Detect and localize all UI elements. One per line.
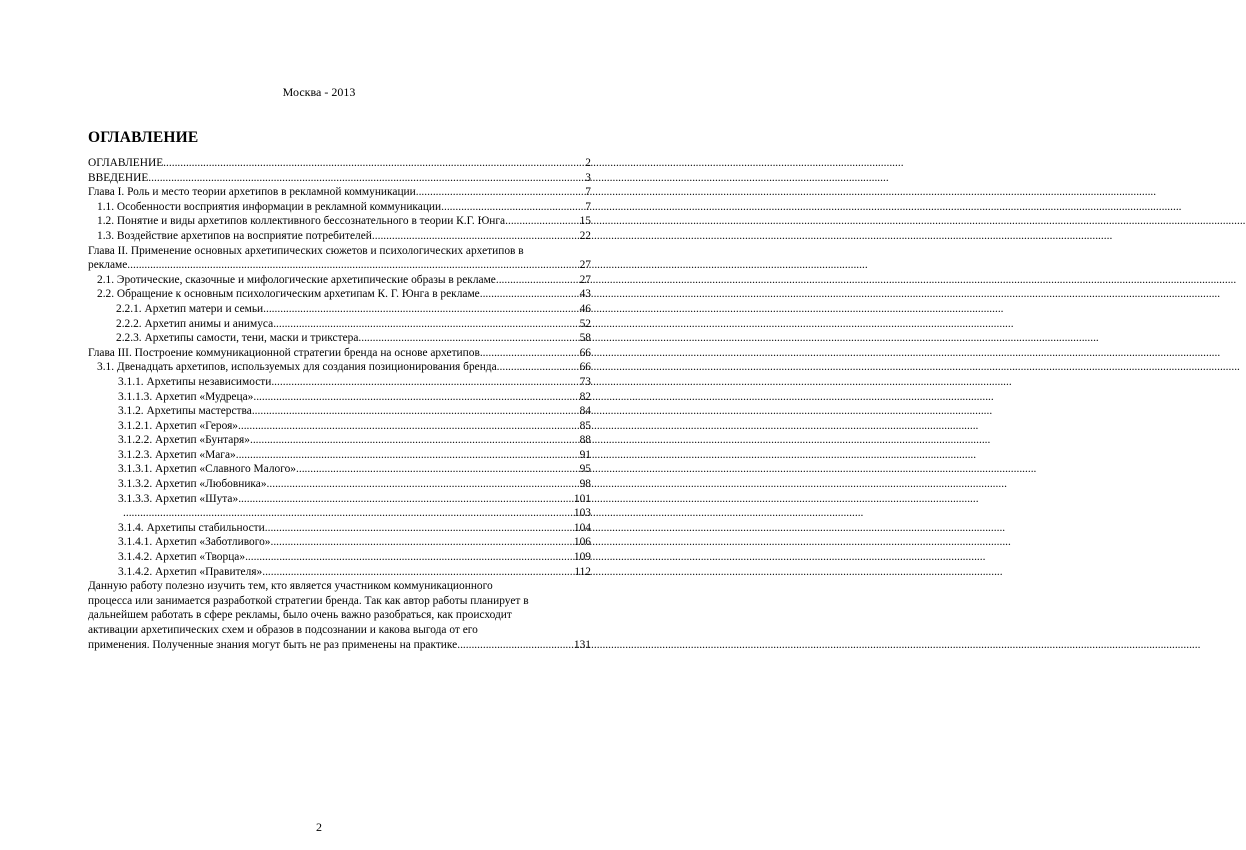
toc-entry-page: 46	[579, 302, 591, 315]
table-of-contents	[88, 156, 591, 652]
toc-entry-text: 3.1.3.2. Архетип «Любовника»	[118, 478, 267, 491]
toc-entry-page: 22	[579, 229, 591, 242]
toc-entry[interactable]	[88, 346, 591, 361]
toc-entry-page: 131	[573, 638, 591, 651]
closing-paragraph-line	[88, 594, 591, 609]
toc-entry[interactable]	[88, 200, 591, 215]
toc-entry[interactable]	[88, 462, 591, 477]
toc-entry[interactable]	[88, 477, 591, 492]
toc-entry[interactable]	[88, 317, 591, 332]
toc-entry-page: 27	[579, 259, 591, 272]
toc-entry-page: 27	[579, 273, 591, 286]
toc-entry[interactable]	[88, 229, 591, 244]
toc-entry[interactable]	[88, 273, 591, 288]
toc-entry[interactable]	[88, 302, 591, 317]
toc-entry-page: 88	[579, 434, 591, 447]
paragraph-text: применения. Полученные знания могут быть не раз применены на практике.	[88, 638, 461, 651]
toc-entry-page: 98	[579, 478, 591, 491]
toc-entry-page: 103	[573, 507, 591, 520]
toc-entry[interactable]	[88, 404, 591, 419]
toc-entry-page: 15	[579, 215, 591, 228]
toc-entry-page: 2	[585, 157, 591, 169]
toc-entry-text: 3.1.1. Архетипы независимости	[118, 375, 272, 388]
toc-entry-page: 3	[585, 171, 591, 184]
toc-entry-text: 3.1.2. Архетипы мастерства	[118, 405, 252, 418]
toc-entry-text: 2.2.1. Архетип матери и семьи	[116, 302, 264, 315]
toc-entry-page: 85	[579, 419, 591, 432]
toc-entry-text: 3.1.3.3. Архетип «Шута»	[118, 492, 239, 505]
toc-entry-text: 2.2.3. Архетипы самости, тени, маски и трикстера	[116, 332, 359, 345]
toc-entry-page: 7	[585, 200, 591, 213]
toc-entry-text: ВВЕДЕНИЕ	[88, 171, 149, 184]
closing-paragraph-line	[88, 623, 591, 638]
closing-paragraph-line	[88, 608, 591, 623]
toc-entry[interactable]	[88, 433, 591, 448]
toc-entry-text: 3.1.3.1. Архетип «Славного Малого»	[118, 463, 297, 476]
toc-entry-page: 73	[579, 375, 591, 388]
toc-entry[interactable]	[88, 492, 591, 507]
toc-entry-text: 1.1. Особенности восприятия информации в рекламной коммуникации	[97, 200, 442, 213]
toc-entry-page: 82	[579, 390, 591, 403]
toc-entry-page: 84	[579, 405, 591, 418]
toc-entry[interactable]	[88, 171, 591, 186]
toc-entry-text: 3.1.1.3. Архетип «Мудреца»	[118, 390, 254, 403]
toc-entry-text: 3.1.4.2. Архетип «Правителя»	[118, 565, 263, 578]
paragraph-text: Данную работу полезно изучить тем, кто является участником коммуникационного	[88, 580, 493, 593]
toc-entry-text: 3.1.4.2. Архетип «Творца»	[118, 551, 246, 564]
toc-entry-page: 7	[585, 186, 591, 199]
closing-paragraph-entry[interactable]	[88, 638, 591, 653]
toc-entry[interactable]	[88, 506, 591, 521]
toc-entry-page: 66	[579, 361, 591, 374]
toc-entry-page: 106	[573, 536, 591, 549]
toc-entry-text: 3.1.4.1. Архетип «Заботливого»	[118, 536, 271, 549]
toc-entry[interactable]	[88, 185, 591, 200]
toc-entry-text: 1.2. Понятие и виды архетипов коллективного бессознательного в теории К.Г. Юнга	[97, 215, 506, 228]
toc-entry-text: 3.1. Двенадцать архетипов, используемых для создания позиционирования бренда.	[97, 361, 500, 374]
toc-entry-text: ОГЛАВЛЕНИЕ	[88, 157, 164, 169]
toc-entry-text: 2.2.2. Архетип анимы и анимуса	[116, 317, 274, 330]
toc-entry-page: 91	[579, 448, 591, 461]
toc-entry-text: 2.1. Эротические, сказочные и мифологические архетипические образы в рекламе	[97, 273, 496, 286]
paragraph-text: процесса или занимается разработкой стратегии бренда. Так как автор работы планирует в	[88, 594, 529, 607]
toc-entry-page: 95	[579, 463, 591, 476]
paragraph-text: активации архетипических схем и образов в подсознании и какова выгода от его	[88, 624, 478, 636]
toc-entry-text: рекламе	[88, 259, 128, 272]
toc-entry-text: 3.1.2.3. Архетип «Мага»	[118, 448, 236, 461]
toc-entry-text: 3.1.2.2. Архетип «Бунтаря»	[118, 434, 250, 447]
toc-entry[interactable]	[88, 535, 591, 550]
closing-paragraph-line	[88, 579, 591, 594]
toc-entry[interactable]	[88, 550, 591, 565]
toc-entry-page: 43	[579, 288, 591, 301]
toc-entry-text: 3.1.2.1. Архетип «Героя»	[118, 419, 239, 432]
toc-entry-text: Глава III. Построение коммуникационной стратегии бренда на основе архетипов	[88, 346, 480, 359]
toc-entry-text: 3.1.4. Архетипы стабильности	[118, 521, 265, 534]
toc-entry-text: 2.2. Обращение к основным психологическим архетипам К. Г. Юнга в рекламе	[97, 288, 480, 301]
toc-entry-page: 101	[573, 492, 591, 505]
toc-entry-page: 109	[573, 551, 591, 564]
toc-entry[interactable]	[88, 287, 591, 302]
toc-entry-text: 1.3. Воздействие архетипов на восприятие потребителей	[97, 229, 372, 242]
toc-title: ОГЛАВЛЕНИЕ	[88, 129, 199, 146]
toc-entry-text: Глава I. Роль и место теории архетипов в рекламной коммуникации	[88, 186, 416, 199]
city-year: Москва - 2013	[282, 85, 356, 99]
toc-entry[interactable]	[88, 360, 591, 375]
toc-entry-page: 58	[579, 332, 591, 345]
toc-entry[interactable]	[88, 419, 591, 434]
toc-entry-text: Глава II. Применение основных архетипических сюжетов и психологических архетипов в	[88, 244, 524, 257]
toc-entry[interactable]	[88, 448, 591, 463]
toc-entry-page: 112	[574, 565, 591, 578]
toc-entry[interactable]	[88, 390, 591, 405]
toc-entry-wrapped-line1[interactable]	[88, 244, 591, 259]
page-number: 2	[316, 820, 322, 834]
toc-entry[interactable]	[88, 214, 591, 229]
toc-entry-page: 52	[579, 317, 591, 330]
toc-entry[interactable]	[88, 331, 591, 346]
toc-entry[interactable]	[88, 375, 591, 390]
toc-entry[interactable]	[88, 565, 591, 580]
toc-entry[interactable]	[88, 156, 591, 171]
toc-entry[interactable]	[88, 258, 591, 273]
toc-entry-page: 104	[573, 521, 591, 534]
paragraph-text: дальнейшем работать в сфере рекламы, было очень важно разобраться, как происходит	[88, 609, 512, 622]
toc-entry-page: 66	[579, 346, 591, 359]
toc-entry[interactable]	[88, 521, 591, 536]
